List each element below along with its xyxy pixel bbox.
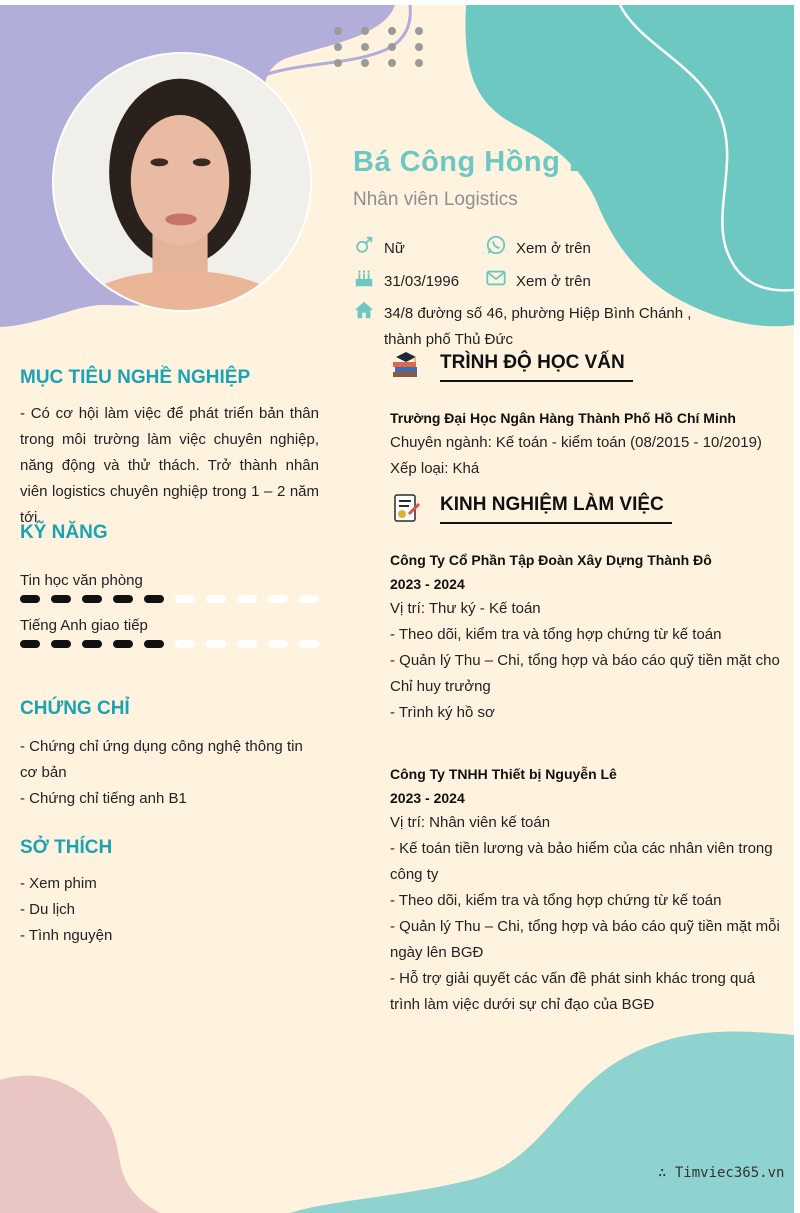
home-icon: [353, 299, 375, 321]
skill-dot-filled: [51, 595, 71, 603]
job-duty: - Theo dõi, kiểm tra và tổng hợp chứng từ kế toán: [390, 626, 722, 643]
skill-dot-empty: [237, 595, 257, 603]
skill-level-bar: [20, 640, 319, 648]
hobby-item: - Xem phim: [20, 875, 97, 892]
mail-icon: [485, 267, 507, 289]
skill-dot-filled: [144, 595, 164, 603]
skill-dot-filled: [20, 595, 40, 603]
job-entry: [390, 548, 780, 726]
certificates-section: [20, 698, 319, 812]
address-line-2: thành phố Thủ Đức: [384, 331, 514, 348]
skill-dot-empty: [175, 595, 195, 603]
job-position: Vị trí: Nhân viên kế toán: [390, 814, 551, 831]
skill-dot-empty: [206, 640, 226, 648]
objective-text: - Có cơ hội làm việc để phát triển bản thân trong môi trường làm việc chuyên nghiệp, năng động và thử thách. Trở thành nhân viên logistics chuyên nghiệp trong 1 – 2 năm tới.: [20, 405, 319, 526]
work-report-icon: [390, 492, 422, 524]
job-entry: [390, 762, 780, 1018]
phone-value: Xem ở trên: [516, 240, 591, 257]
skill-item: [20, 617, 319, 648]
job-duty: - Quản lý Thu – Chi, tổng hợp và báo cáo quỹ tiền mặt cho Chỉ huy trưởng: [390, 652, 780, 695]
phone-icon: [485, 234, 507, 256]
certificates-title: CHỨNG CHỈ: [20, 698, 130, 719]
company-name: Công Ty TNHH Thiết bị Nguyễn Lê: [390, 766, 617, 782]
certificate-item: - Chứng chỉ tiếng anh B1: [20, 790, 187, 807]
company-name: Công Ty Cổ Phần Tập Đoàn Xây Dựng Thành Đô: [390, 552, 712, 568]
skill-dot-filled: [82, 595, 102, 603]
job-duty: - Trình ký hồ sơ: [390, 704, 495, 721]
hobbies-section: [20, 837, 319, 949]
skill-name: Tin học văn phòng: [20, 572, 143, 589]
skill-dot-filled: [144, 640, 164, 648]
education-header: [390, 350, 633, 382]
education-title: TRÌNH ĐỘ HỌC VẤN: [440, 352, 633, 382]
job-duty: - Hỗ trợ giải quyết các vấn đề phát sinh khác trong quá trình làm việc dưới sự chỉ đạo của BGĐ: [390, 970, 756, 1013]
skill-level-bar: [20, 595, 319, 603]
profile-photo: [52, 52, 312, 312]
gender-value: Nữ: [384, 240, 405, 257]
skill-dot-empty: [268, 595, 288, 603]
job-title: Nhân viên Logistics: [353, 189, 518, 210]
brand-watermark: ∴ Timviec365.vn: [658, 1165, 785, 1181]
job-duty: - Kế toán tiền lương và bảo hiểm của các nhân viên trong công ty: [390, 840, 773, 883]
skill-dot-filled: [113, 595, 133, 603]
skills-section: [20, 522, 319, 648]
hobbies-title: SỞ THÍCH: [20, 837, 113, 858]
skill-dot-filled: [113, 640, 133, 648]
birthday-cake-icon: [353, 267, 375, 289]
candidate-name: Bá Công Hồng Dể: [353, 146, 607, 178]
skill-dot-empty: [206, 595, 226, 603]
skill-dot-empty: [299, 640, 319, 648]
skills-title: KỸ NĂNG: [20, 522, 108, 543]
objective-section: [20, 367, 319, 531]
skill-name: Tiếng Anh giao tiếp: [20, 617, 148, 634]
skill-item: [20, 572, 319, 603]
gender-icon: [353, 234, 375, 256]
school-name: Trường Đại Học Ngân Hàng Thành Phố Hồ Chí Minh: [390, 410, 736, 426]
job-years: 2023 - 2024: [390, 790, 465, 806]
job-position: Vị trí: Thư ký - Kế toán: [390, 600, 541, 617]
education-major: Chuyên ngành: Kế toán - kiểm toán (08/2015 - 10/2019): [390, 434, 762, 451]
cv-page: [0, 5, 794, 1213]
education-body: [390, 406, 780, 482]
job-duty: - Quản lý Thu – Chi, tổng hợp và báo cáo quỹ tiền mặt mỗi ngày lên BGĐ: [390, 918, 780, 961]
skill-dot-empty: [237, 640, 257, 648]
email-value: Xem ở trên: [516, 273, 591, 290]
skill-dot-filled: [82, 640, 102, 648]
job-years: 2023 - 2024: [390, 576, 465, 592]
experience-header: [390, 492, 672, 524]
skill-dot-empty: [268, 640, 288, 648]
job-duty: - Theo dõi, kiểm tra và tổng hợp chứng từ kế toán: [390, 892, 722, 909]
skill-dot-empty: [175, 640, 195, 648]
skill-dot-empty: [299, 595, 319, 603]
graduation-books-icon: [390, 350, 422, 382]
experience-title: KINH NGHIỆM LÀM VIỆC: [440, 494, 672, 524]
skill-dot-filled: [20, 640, 40, 648]
education-grade: Xếp loại: Khá: [390, 460, 480, 477]
hobby-item: - Tình nguyện: [20, 927, 113, 944]
birthday-value: 31/03/1996: [384, 273, 460, 290]
skill-dot-filled: [51, 640, 71, 648]
certificate-item: - Chứng chỉ ứng dụng công nghệ thông tin cơ bản: [20, 738, 303, 781]
objective-title: MỤC TIÊU NGHỀ NGHIỆP: [20, 367, 251, 388]
address-line-1: 34/8 đường số 46, phường Hiệp Bình Chánh ,: [384, 305, 692, 322]
hobby-item: - Du lịch: [20, 901, 76, 918]
